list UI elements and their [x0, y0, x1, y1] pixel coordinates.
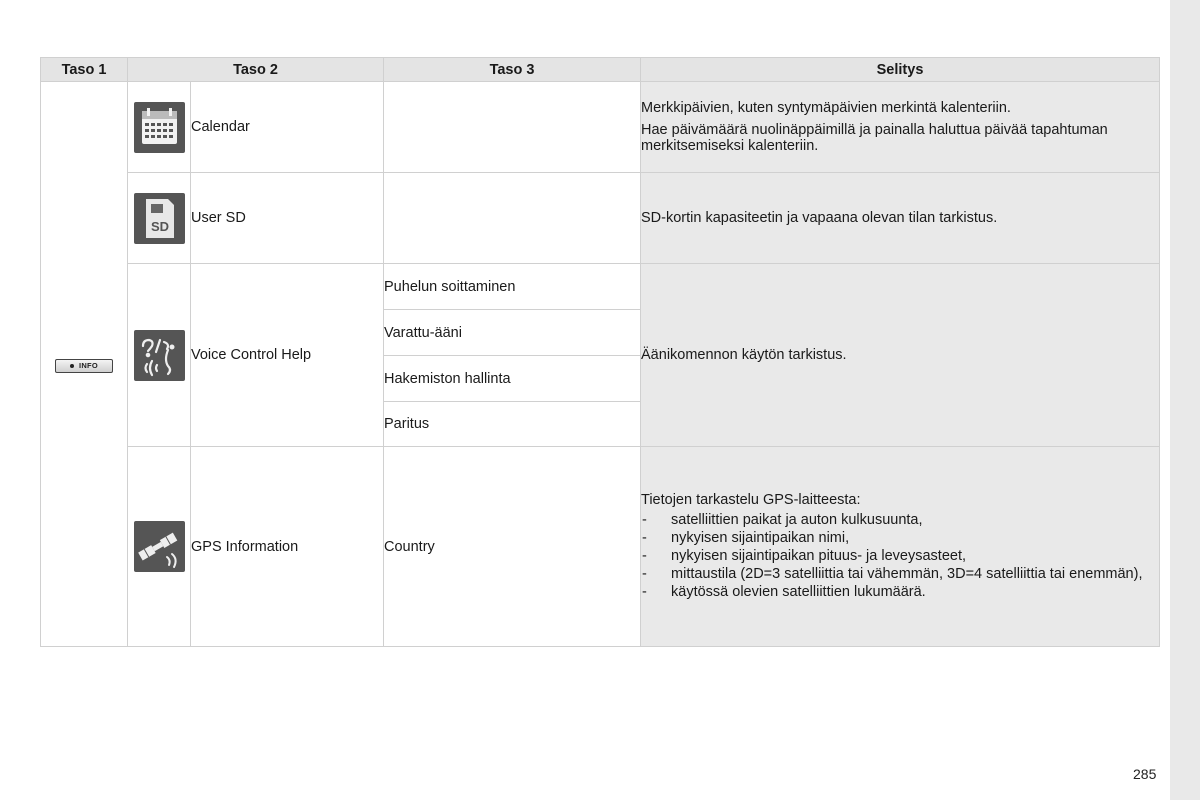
voice-control-icon: [134, 330, 185, 381]
list-marker: -: [642, 547, 647, 564]
description-cell: [641, 173, 1160, 264]
info-button-icon: INFO: [55, 359, 113, 373]
header-level3: Taso 3: [384, 58, 641, 82]
list-marker: -: [642, 565, 647, 582]
calendar-icon: [134, 102, 185, 153]
header-level1: Taso 1: [41, 58, 128, 82]
info-dot-icon: [70, 364, 74, 368]
description-text: SD-kortin kapasiteetin ja vapaana olevan tilan tarkistus.: [641, 210, 998, 226]
page-edge-strip: [1170, 0, 1200, 800]
list-item: - nykyisen sijaintipaikan nimi,: [642, 529, 850, 546]
gps-info-list: [641, 512, 1159, 600]
table-row: [41, 264, 1160, 310]
description-text: Merkkipäivien, kuten syntymäpäivien merkintä kalenteriin.: [641, 100, 1011, 116]
list-item: - satelliittien paikat ja auton kulkusuunta,: [642, 511, 923, 528]
list-marker: -: [642, 529, 647, 546]
description-text: Hae päivämäärä nuolinäppäimillä ja painalla haluttua päivää tapahtuman merkitsemiseksi kalenteriin.: [641, 122, 1108, 154]
level2-label: User SD: [191, 173, 384, 264]
level2-label: Calendar: [191, 82, 384, 173]
level3-item: Paritus: [384, 402, 641, 447]
sd-icon-cell: [128, 173, 191, 264]
description-text: Äänikomennon käytön tarkistus.: [641, 347, 847, 363]
description-cell: [641, 82, 1160, 173]
table-row: [41, 447, 1160, 647]
level3-item: Hakemiston hallinta: [384, 356, 641, 402]
list-item: - nykyisen sijaintipaikan pituus- ja leveysasteet,: [642, 547, 966, 564]
description-cell: [641, 264, 1160, 447]
header-description: Selitys: [641, 58, 1160, 82]
satellite-icon: [134, 521, 185, 572]
table-row: [41, 82, 1160, 173]
level3-cell-empty: [384, 82, 641, 173]
page-number: 285: [1133, 766, 1157, 782]
calendar-icon-cell: [128, 82, 191, 173]
level2-label: GPS Information: [191, 447, 384, 647]
list-item: - mittaustila (2D=3 satelliittia tai vähemmän, 3D=4 satelliittia tai enemmän),: [642, 565, 1143, 582]
list-marker: -: [642, 583, 647, 600]
svg-text:SD: SD: [150, 218, 169, 234]
table-header-row: [41, 58, 1160, 82]
voice-icon-cell: [128, 264, 191, 447]
menu-structure-table: [40, 57, 1160, 647]
level3-cell-empty: [384, 173, 641, 264]
level3-item: Country: [384, 447, 641, 647]
list-marker: -: [642, 511, 647, 528]
table-row: [41, 173, 1160, 264]
level3-item: Varattu-ääni: [384, 310, 641, 356]
header-level2: Taso 2: [128, 58, 384, 82]
level2-label: Voice Control Help: [191, 264, 384, 447]
sd-card-icon: [134, 193, 185, 244]
gps-icon-cell: [128, 447, 191, 647]
description-cell: [641, 447, 1160, 647]
list-item: - käytössä olevien satelliittien lukumäärä.: [642, 583, 926, 600]
description-text: Tietojen tarkastelu GPS-laitteesta:: [641, 491, 861, 508]
level1-cell: [41, 82, 128, 647]
level3-item: Puhelun soittaminen: [384, 264, 641, 310]
